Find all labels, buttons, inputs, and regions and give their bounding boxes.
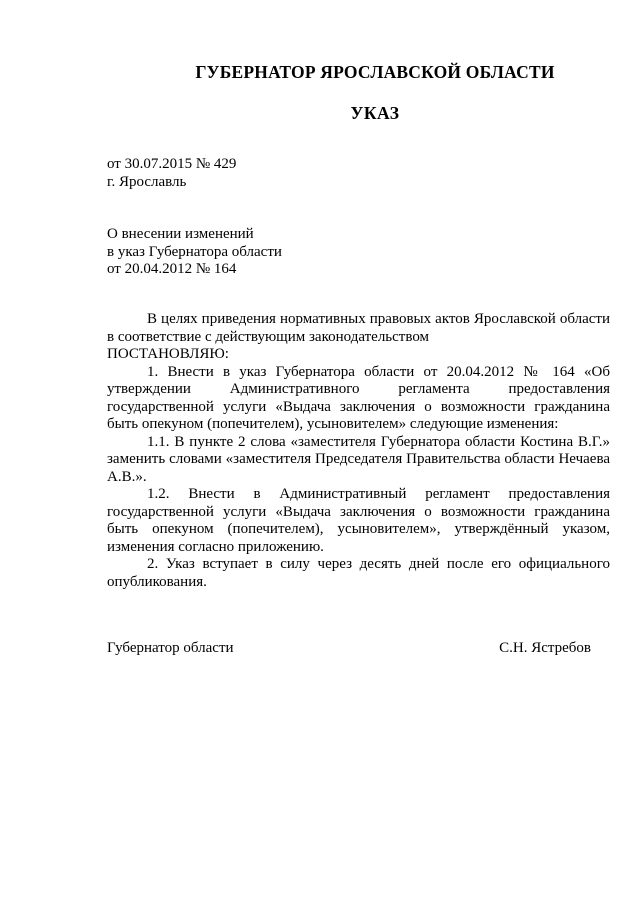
signatory-position: Губернатор области <box>107 640 234 656</box>
item-2-paragraph: 2. Указ вступает в силу через десять дней после его официального опубликования. <box>107 556 610 590</box>
item-1-2-paragraph: 1.2. Внести в Административный регламент предоставления государственной услуги «Выдача заключения о возможности гражданина быть опекуном (попечителем), усыновителем», утверждённый указом, изменения согласно приложению. <box>107 486 610 555</box>
document-type-heading: УКАЗ <box>350 103 400 123</box>
subject-line: в указ Губернатора области <box>107 243 282 260</box>
city: г. Ярославль <box>107 174 187 190</box>
decree-word: ПОСТАНОВЛЯЮ: <box>107 346 229 362</box>
document-meta <box>107 155 236 191</box>
subject-line: от 20.04.2012 № 164 <box>107 261 237 277</box>
item-1-1-paragraph: 1.1. В пункте 2 слова «заместителя Губернатора области Костина В.Г.» заменить словами «заместителя Председателя Правительства области Нечаева А.В.». <box>107 433 610 485</box>
document-subject <box>107 226 282 279</box>
subject-line: О внесении изменений <box>107 226 254 242</box>
signature-block <box>107 640 591 657</box>
issuing-authority-heading: ГУБЕРНАТОР ЯРОСЛАВСКОЙ ОБЛАСТИ <box>195 62 555 82</box>
signatory-name: С.Н. Ястребов <box>499 640 591 656</box>
preamble-paragraph: В целях приведения нормативных правовых актов Ярославской области в соответствие с действующим законодательством <box>107 311 610 345</box>
date-number: от 30.07.2015 № 429 <box>107 156 237 172</box>
document-body <box>107 311 610 591</box>
item-1-paragraph: 1. Внести в указ Губернатора области от 20.04.2012 № 164 «Об утверждении Административного регламента предоставления государственной услуги «Выдача заключения о возможности гражданина быть опекуном (попечителем), усыновителем» следующие изменения: <box>107 363 610 432</box>
